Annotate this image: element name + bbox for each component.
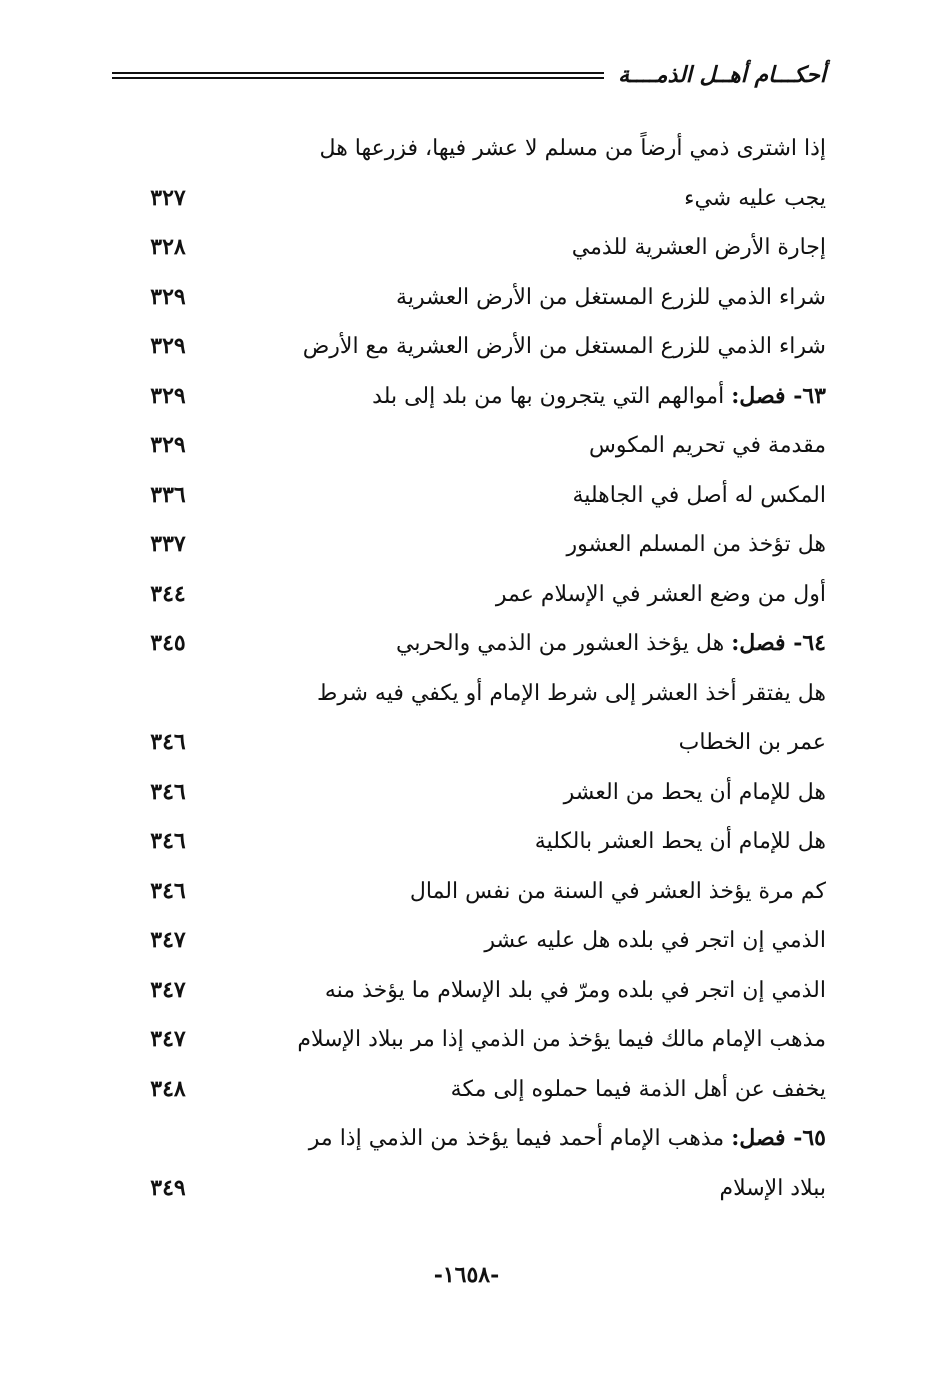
toc-entry-text: شراء الذمي للزرع المستغل من الأرض العشرية مع الأرض (302, 334, 826, 359)
toc-entry-text: هل تؤخذ من المسلم العشور (566, 532, 826, 557)
toc-entry-text: يجب عليه شيء (684, 185, 826, 211)
toc-entry (130, 916, 826, 966)
toc-entry (130, 1015, 826, 1065)
toc-entry-page: ٣٤٦ (150, 778, 186, 805)
toc-entry-title (496, 570, 826, 620)
toc-entry-title (564, 768, 826, 818)
toc-entry-title (719, 1164, 826, 1214)
toc-entry-page: ٣٤٩ (150, 1174, 186, 1201)
toc-entry-text: إذا اشترى ذمي أرضاً من مسلم لا عشر فيها، فزرعها هل (319, 136, 826, 161)
toc-entry-text: شراء الذمي للزرع المستغل من الأرض العشرية (396, 284, 826, 310)
toc-entry-page: ٣٤٦ (150, 828, 186, 854)
toc-entry-title (396, 619, 826, 669)
toc-entry-text: هل يفتقر أخذ العشر إلى شرط الإمام أو يكفي فيه شرط (317, 680, 826, 706)
toc-entry-text: هل للإمام أن يحط العشر بالكلية (534, 829, 826, 854)
toc-entry-text: هل يؤخذ العشور من الذمي والحربي (396, 631, 725, 656)
toc-entry (130, 1114, 826, 1164)
toc-entry-title (372, 372, 826, 422)
toc-entry-title (684, 174, 826, 224)
toc-entry-page: ٣٤٧ (150, 1026, 186, 1052)
toc-entry-page: ٣٣٦ (150, 481, 186, 508)
toc-entry-page: ٣٤٦ (150, 877, 186, 904)
toc-entry-text: مذهب الإمام مالك فيما يؤخذ من الذمي إذا مر ببلاد الإسلام (297, 1027, 826, 1052)
toc-entry (130, 669, 826, 719)
toc-entry (130, 273, 826, 323)
toc-entry (130, 372, 826, 422)
toc-entry-text: ببلاد الإسلام (719, 1175, 826, 1201)
toc-entry-title (320, 124, 826, 174)
toc-entry (130, 570, 826, 620)
toc-entry (130, 1164, 826, 1214)
toc-entry-page: ٣٣٧ (150, 531, 186, 557)
toc-entry-title (309, 1114, 826, 1164)
toc-entry-text: يخفف عن أهل الذمة فيما حملوه إلى مكة (450, 1076, 826, 1102)
book-title: أحكـــام أهــل الذمــــة (618, 62, 826, 88)
toc-entry-page: ٣٤٨ (150, 1075, 186, 1102)
toc-entry-title (317, 669, 826, 719)
header-rule (112, 72, 604, 82)
toc-entry-text: عمر بن الخطاب (678, 730, 826, 755)
toc-entry-text: مقدمة في تحريم المكوس (588, 433, 826, 458)
toc-entry (130, 768, 826, 818)
toc-entry (130, 421, 826, 471)
toc-entry-page: ٣٤٤ (150, 580, 186, 607)
toc-entry (130, 174, 826, 224)
toc-entry-page: ٣٢٩ (150, 432, 186, 458)
toc-entry (130, 867, 826, 917)
running-header (112, 55, 826, 95)
toc-entry-page: ٣٤٧ (150, 976, 186, 1003)
toc-entry-title (572, 471, 826, 521)
toc-entry-title (325, 966, 826, 1016)
toc-entry-text: كم مرة يؤخذ العشر في السنة من نفس المال (409, 878, 826, 904)
table-of-contents (130, 124, 826, 1213)
toc-entry-title (297, 1015, 826, 1065)
toc-entry (130, 817, 826, 867)
page-number: -١٦٥٨- (433, 1262, 500, 1288)
toc-entry-page: ٣٢٧ (150, 184, 186, 211)
toc-entry-text: أول من وضع العشر في الإسلام عمر (495, 581, 826, 607)
toc-entry-text: إجارة الأرض العشرية للذمي (571, 235, 826, 260)
section-label: ٦٣- فصل: (731, 382, 826, 409)
toc-entry (130, 124, 826, 174)
toc-entry-title (410, 867, 826, 917)
toc-entry (130, 223, 826, 273)
toc-entry-text: أموالهم التي يتجرون بها من بلد إلى بلد (372, 383, 725, 409)
toc-entry-text: مذهب الإمام أحمد فيما يؤخذ من الذمي إذا مر (308, 1126, 725, 1151)
toc-entry-title (451, 1065, 826, 1115)
section-label: ٦٤- فصل: (731, 630, 826, 656)
toc-entry-page: ٣٢٨ (150, 234, 186, 260)
toc-entry (130, 322, 826, 372)
toc-entry-page: ٣٢٩ (150, 382, 186, 409)
toc-entry (130, 718, 826, 768)
toc-entry-title (589, 421, 826, 471)
toc-entry-page: ٣٢٩ (150, 333, 186, 359)
toc-entry-title (303, 322, 826, 372)
toc-entry-title (572, 223, 826, 273)
toc-entry-text: الذمي إن اتجر في بلده ومرّ في بلد الإسلام ما يؤخذ منه (324, 977, 826, 1003)
toc-entry (130, 966, 826, 1016)
toc-entry-title (566, 520, 826, 570)
toc-entry-text: هل للإمام أن يحط من العشر (563, 779, 826, 805)
toc-entry-text: المكس له أصل في الجاهلية (572, 482, 826, 508)
toc-entry-title (679, 718, 826, 768)
toc-entry (130, 619, 826, 669)
toc-entry-page: ٣٢٩ (150, 283, 186, 310)
toc-entry-title (535, 817, 826, 867)
toc-entry-title (396, 273, 826, 323)
section-label: ٦٥- فصل: (731, 1125, 826, 1151)
toc-entry (130, 520, 826, 570)
toc-entry-page: ٣٤٧ (150, 927, 186, 953)
toc-entry-page: ٣٤٦ (150, 729, 186, 755)
toc-entry-page: ٣٤٥ (150, 630, 186, 656)
toc-entry-text: الذمي إن اتجر في بلده هل عليه عشر (484, 928, 826, 953)
toc-entry (130, 1065, 826, 1115)
toc-entry (130, 471, 826, 521)
toc-entry-title (484, 916, 826, 966)
